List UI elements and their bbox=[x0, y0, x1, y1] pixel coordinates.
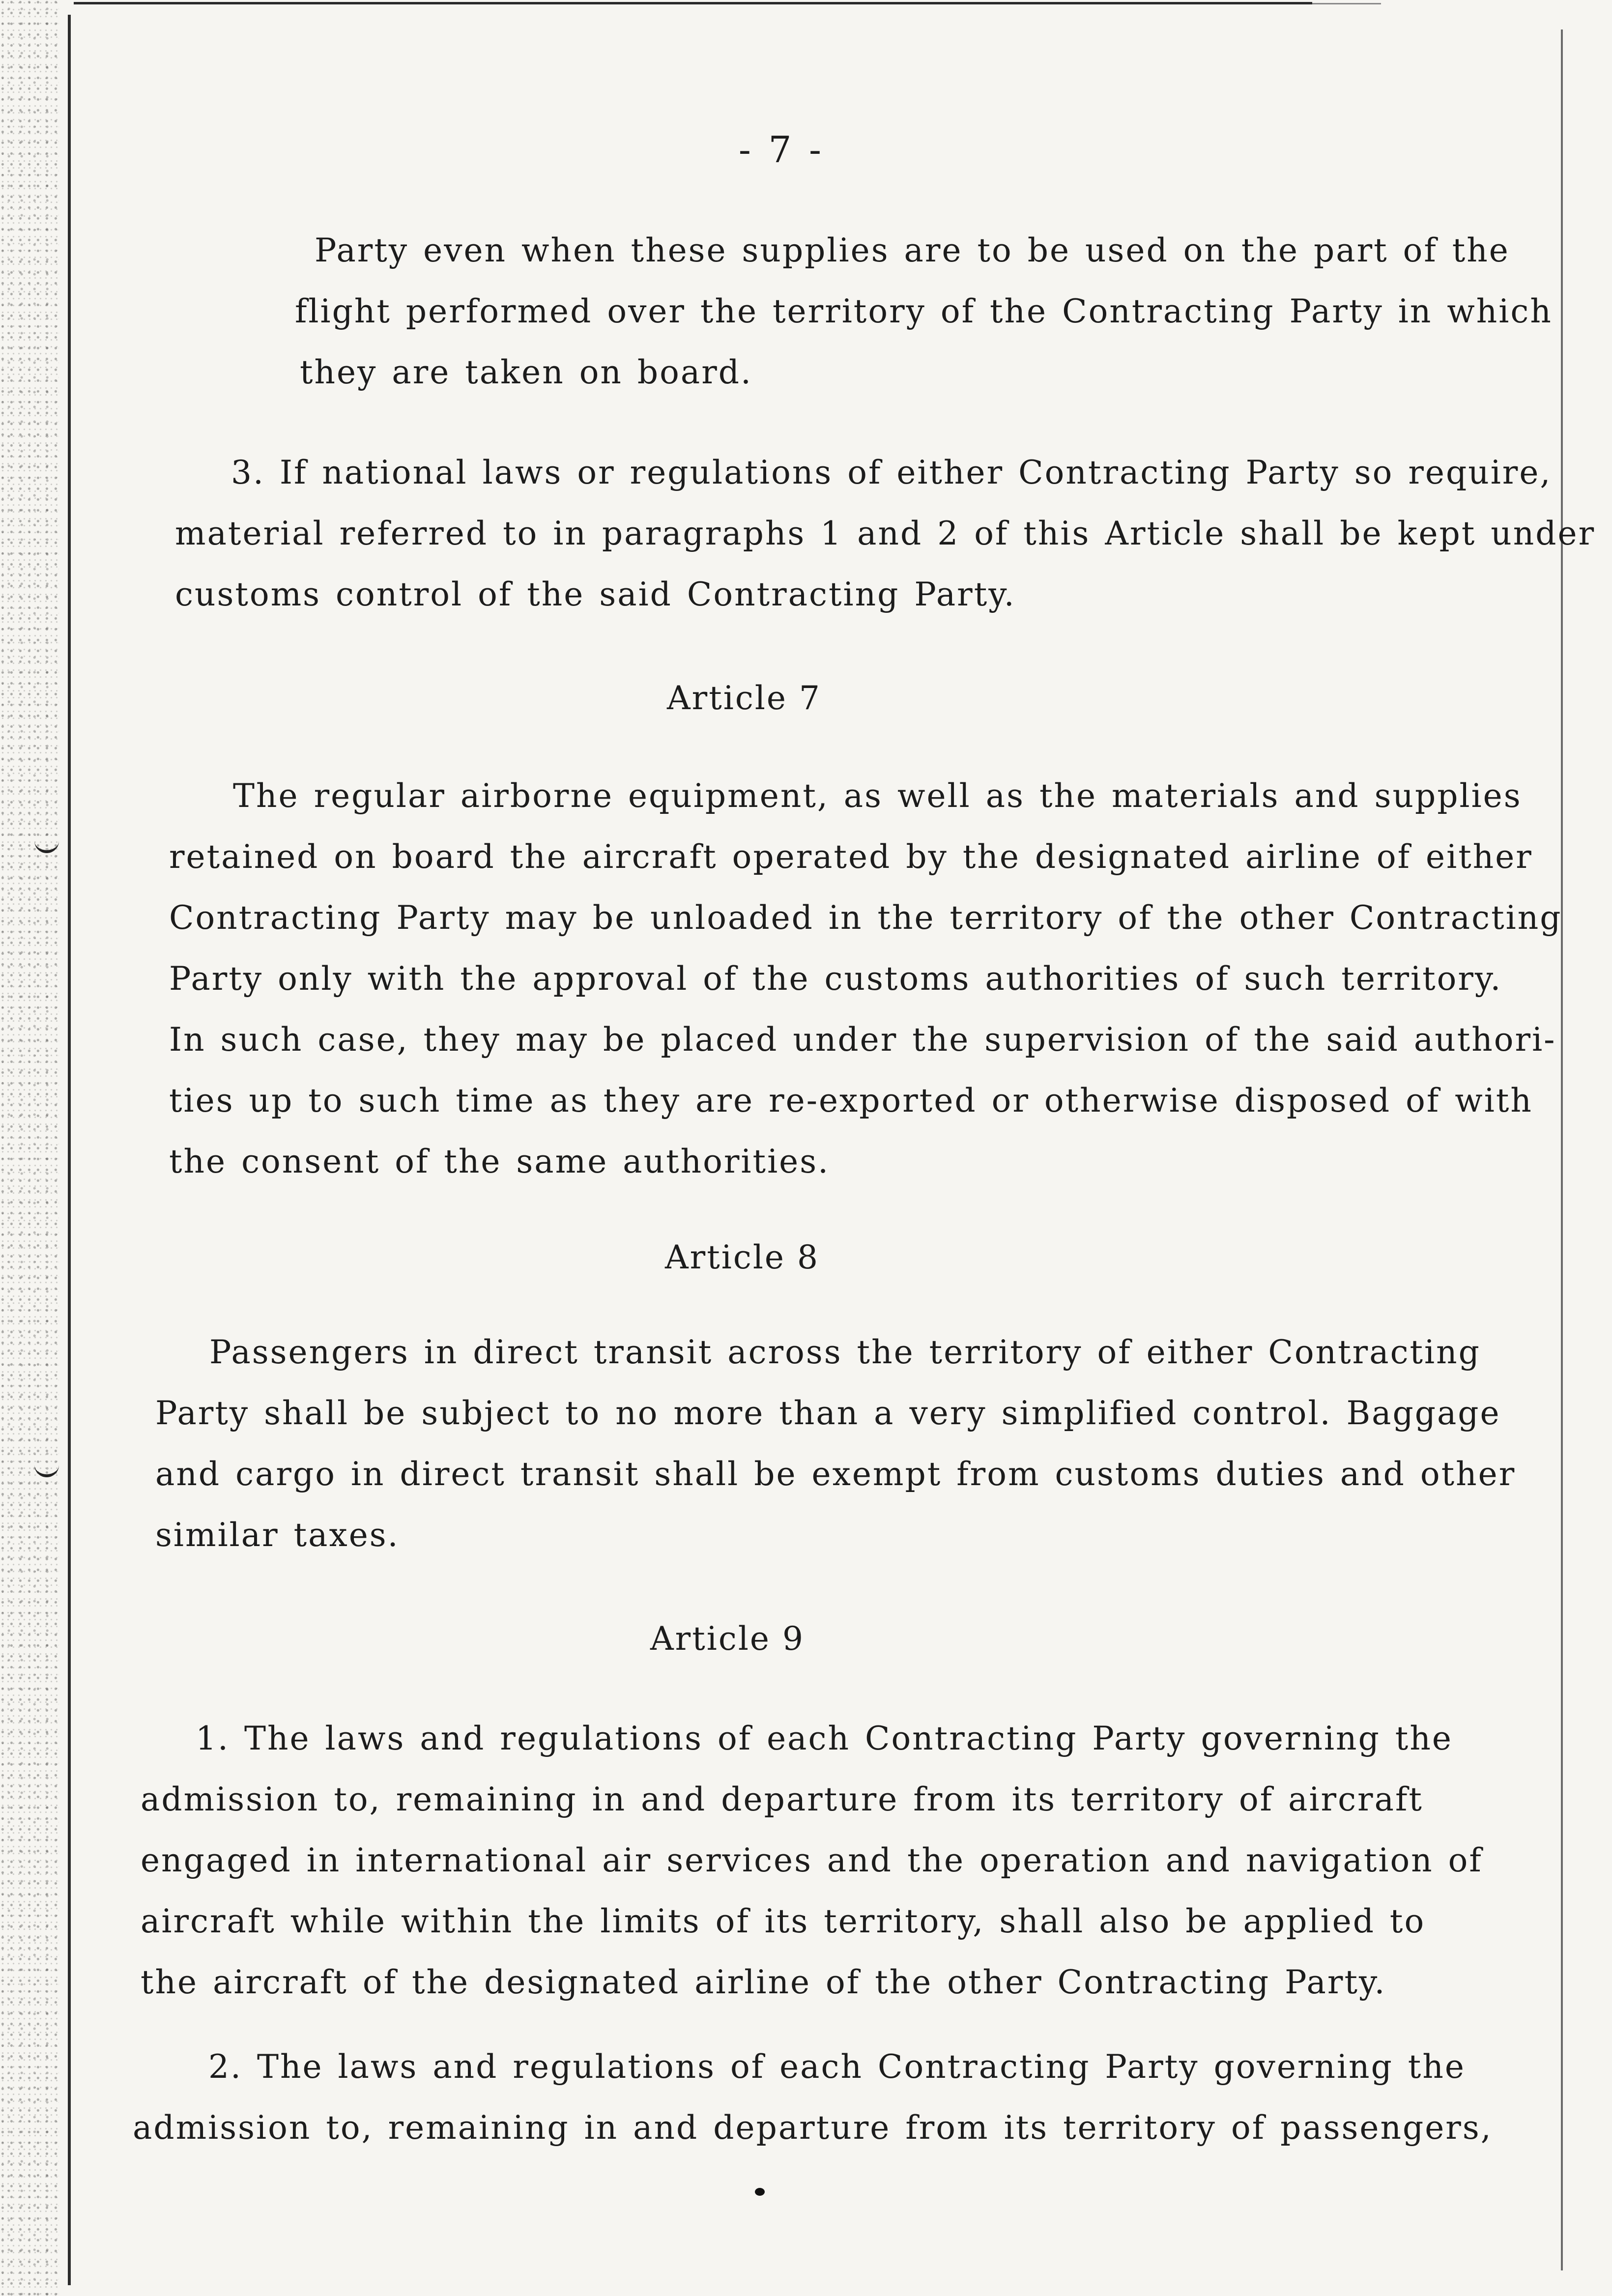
text-line: The regular airborne equipment, as well as the materials and supplies bbox=[233, 777, 1522, 815]
text-line: and cargo in direct transit shall be exempt from customs duties and other bbox=[155, 1455, 1516, 1493]
text-line: customs control of the said Contracting Party. bbox=[175, 575, 1016, 613]
article-9-paragraph-2 bbox=[133, 2037, 1493, 2158]
text-line: aircraft while within the limits of its territory, shall also be applied to bbox=[141, 1902, 1426, 1940]
text-line: material referred to in paragraphs 1 and 2 of this Article shall be kept under bbox=[175, 515, 1596, 552]
article-9-paragraph-1 bbox=[141, 1708, 1483, 2013]
text-line: In such case, they may be placed under the supervision of the said authori- bbox=[169, 1021, 1556, 1059]
text-line: similar taxes. bbox=[155, 1516, 400, 1554]
text-line: flight performed over the territory of the Contracting Party in which bbox=[295, 292, 1553, 330]
text-line: admission to, remaining in and departure from its territory of aircraft bbox=[141, 1780, 1423, 1818]
article-9-heading: Article 9 bbox=[650, 1620, 805, 1658]
scan-top-border bbox=[74, 2, 1312, 4]
text-line: ties up to such time as they are re-exported or otherwise disposed of with bbox=[169, 1082, 1533, 1119]
text-line: Passengers in direct transit across the territory of either Contracting bbox=[209, 1333, 1481, 1371]
text-line: Contracting Party may be unloaded in the territory of the other Contracting bbox=[169, 899, 1562, 937]
scan-top-border-faint bbox=[1312, 3, 1381, 4]
text-line: 3. If national laws or regulations of either Contracting Party so require, bbox=[231, 454, 1552, 491]
text-line: the consent of the same authorities. bbox=[169, 1143, 830, 1180]
article-8-heading: Article 8 bbox=[665, 1238, 819, 1276]
text-line: Party shall be subject to no more than a very simplified control. Baggage bbox=[155, 1394, 1501, 1432]
scan-left-border bbox=[68, 15, 71, 2285]
scan-speck bbox=[755, 2188, 765, 2196]
text-line: Party only with the approval of the customs authorities of such territory. bbox=[169, 960, 1502, 998]
text-line: 1. The laws and regulations of each Contracting Party governing the bbox=[196, 1720, 1453, 1757]
scan-edge-noise bbox=[0, 0, 59, 2296]
text-line: 2. The laws and regulations of each Contracting Party governing the bbox=[208, 2048, 1466, 2086]
article-7-heading: Article 7 bbox=[667, 679, 821, 717]
text-line: they are taken on board. bbox=[300, 353, 753, 391]
article-8-body bbox=[155, 1322, 1516, 1566]
text-line: retained on board the aircraft operated by the designated airline of either bbox=[169, 838, 1533, 876]
page-number: - 7 - bbox=[738, 129, 825, 171]
paragraph-3 bbox=[175, 442, 1595, 625]
article-7-body bbox=[169, 766, 1562, 1192]
continuation-paragraph bbox=[295, 220, 1553, 403]
text-line: engaged in international air services and the operation and navigation of bbox=[141, 1841, 1483, 1879]
text-line: Party even when these supplies are to be used on the part of the bbox=[315, 231, 1510, 269]
text-line: admission to, remaining in and departure from its territory of passengers, bbox=[133, 2109, 1493, 2147]
text-line: the aircraft of the designated airline of the other Contracting Party. bbox=[141, 1963, 1386, 2001]
